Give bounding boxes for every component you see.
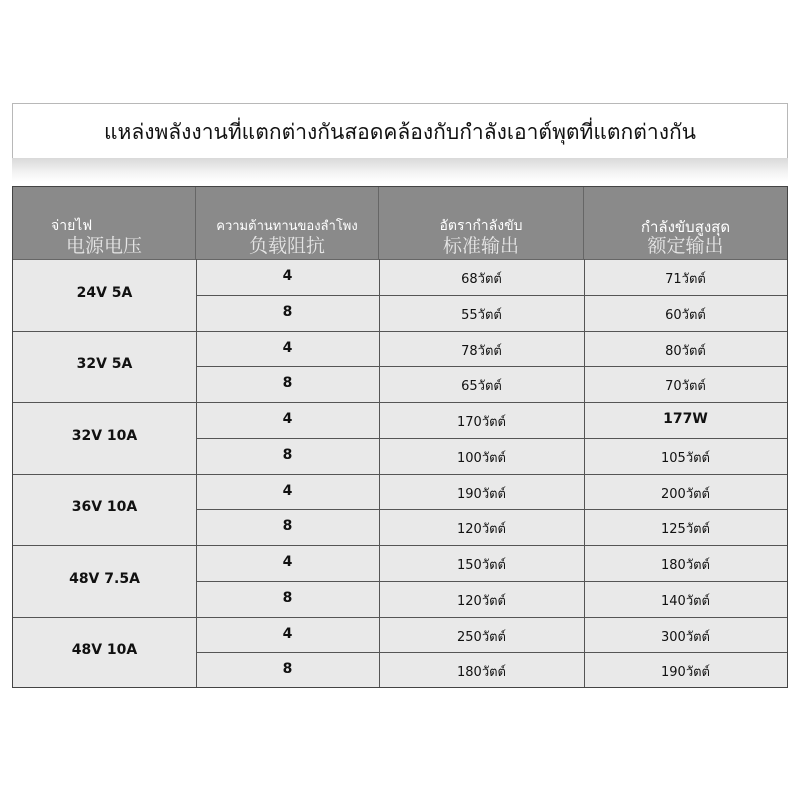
row-separator <box>196 438 787 439</box>
header-supply-th: จ่ายไฟ <box>51 218 93 234</box>
row-separator <box>196 366 787 367</box>
group-separator <box>13 331 787 332</box>
rated-output-cell: 150วัตต์ <box>457 558 506 573</box>
max-output-cell: 177W <box>663 411 708 427</box>
row-separator <box>196 652 787 653</box>
header-rated-cn: 标准输出 <box>442 235 519 257</box>
group-separator <box>13 402 787 403</box>
header-supply <box>13 187 196 259</box>
rated-output-cell: 55วัตต์ <box>461 307 502 323</box>
max-output-cell: 71วัตต์ <box>665 272 706 287</box>
max-output-cell: 105วัตต์ <box>661 450 710 466</box>
header-max <box>584 187 787 259</box>
impedance-cell: 4 <box>282 411 293 427</box>
supply-label: 24V 5A <box>76 284 133 301</box>
header-impedance-cn: 负载阻抗 <box>248 235 325 257</box>
impedance-cell: 4 <box>282 339 293 356</box>
rated-output-cell: 250วัตต์ <box>457 629 506 645</box>
max-output-cell: 300วัตต์ <box>661 629 710 645</box>
rated-output-cell: 170วัตต์ <box>457 415 506 430</box>
rated-output-cell: 120วัตต์ <box>457 593 506 609</box>
impedance-cell: 4 <box>282 268 293 284</box>
header-impedance <box>196 187 379 259</box>
header-rated-th: อัตรากำลังขับ <box>439 218 523 234</box>
row-separator <box>196 581 787 582</box>
group-separator <box>13 545 787 546</box>
rated-output-cell: 120วัตต์ <box>457 522 506 538</box>
group-separator <box>13 474 787 475</box>
impedance-cell: 8 <box>282 518 293 535</box>
supply-label: 32V 5A <box>76 356 133 373</box>
impedance-cell: 4 <box>282 625 293 642</box>
rated-output-cell: 180วัตต์ <box>457 665 506 681</box>
max-output-cell: 60วัตต์ <box>665 307 706 323</box>
max-output-cell: 80วัตต์ <box>665 343 706 359</box>
impedance-cell: 8 <box>282 589 293 606</box>
supply-label: 48V 7.5A <box>69 570 140 587</box>
supply-label: 36V 10A <box>71 499 138 516</box>
title-divider-shadow <box>12 158 788 182</box>
impedance-cell: 8 <box>282 303 293 320</box>
power-output-table <box>12 186 788 688</box>
table-header <box>13 187 787 260</box>
rated-output-cell: 100วัตต์ <box>457 450 506 466</box>
row-separator <box>196 295 787 296</box>
max-output-cell: 180วัตต์ <box>661 558 710 573</box>
supply-label: 48V 10A <box>71 642 138 659</box>
max-output-cell: 70วัตต์ <box>665 379 706 395</box>
max-output-cell: 190วัตต์ <box>661 665 710 681</box>
supply-label: 32V 10A <box>71 427 138 444</box>
rated-output-cell: 78วัตต์ <box>461 343 502 359</box>
max-output-cell: 140วัตต์ <box>661 593 710 609</box>
impedance-cell: 4 <box>282 482 293 499</box>
header-impedance-th: ความต้านทานของลำโพง <box>216 219 358 234</box>
rated-output-cell: 65วัตต์ <box>461 379 502 395</box>
max-output-cell: 125วัตต์ <box>661 522 710 538</box>
row-separator <box>196 509 787 510</box>
header-max-th: กำลังขับสูงสุด <box>640 218 731 236</box>
page-title: แหล่งพลังงานที่แตกต่างกันสอดคล้องกับกำลังเอาต์พุตที่แตกต่างกัน <box>103 120 697 144</box>
impedance-cell: 4 <box>282 554 293 570</box>
rated-output-cell: 68วัตต์ <box>461 272 502 287</box>
header-supply-cn: 电源电压 <box>65 235 142 257</box>
impedance-cell: 8 <box>282 375 293 392</box>
title-box <box>12 103 788 161</box>
impedance-cell: 8 <box>282 661 293 678</box>
max-output-cell: 200วัตต์ <box>661 486 710 502</box>
impedance-cell: 8 <box>282 446 293 463</box>
rated-output-cell: 190วัตต์ <box>457 486 506 502</box>
header-max-cn: 额定输出 <box>647 235 724 257</box>
header-rated <box>379 187 584 259</box>
group-separator <box>13 617 787 618</box>
